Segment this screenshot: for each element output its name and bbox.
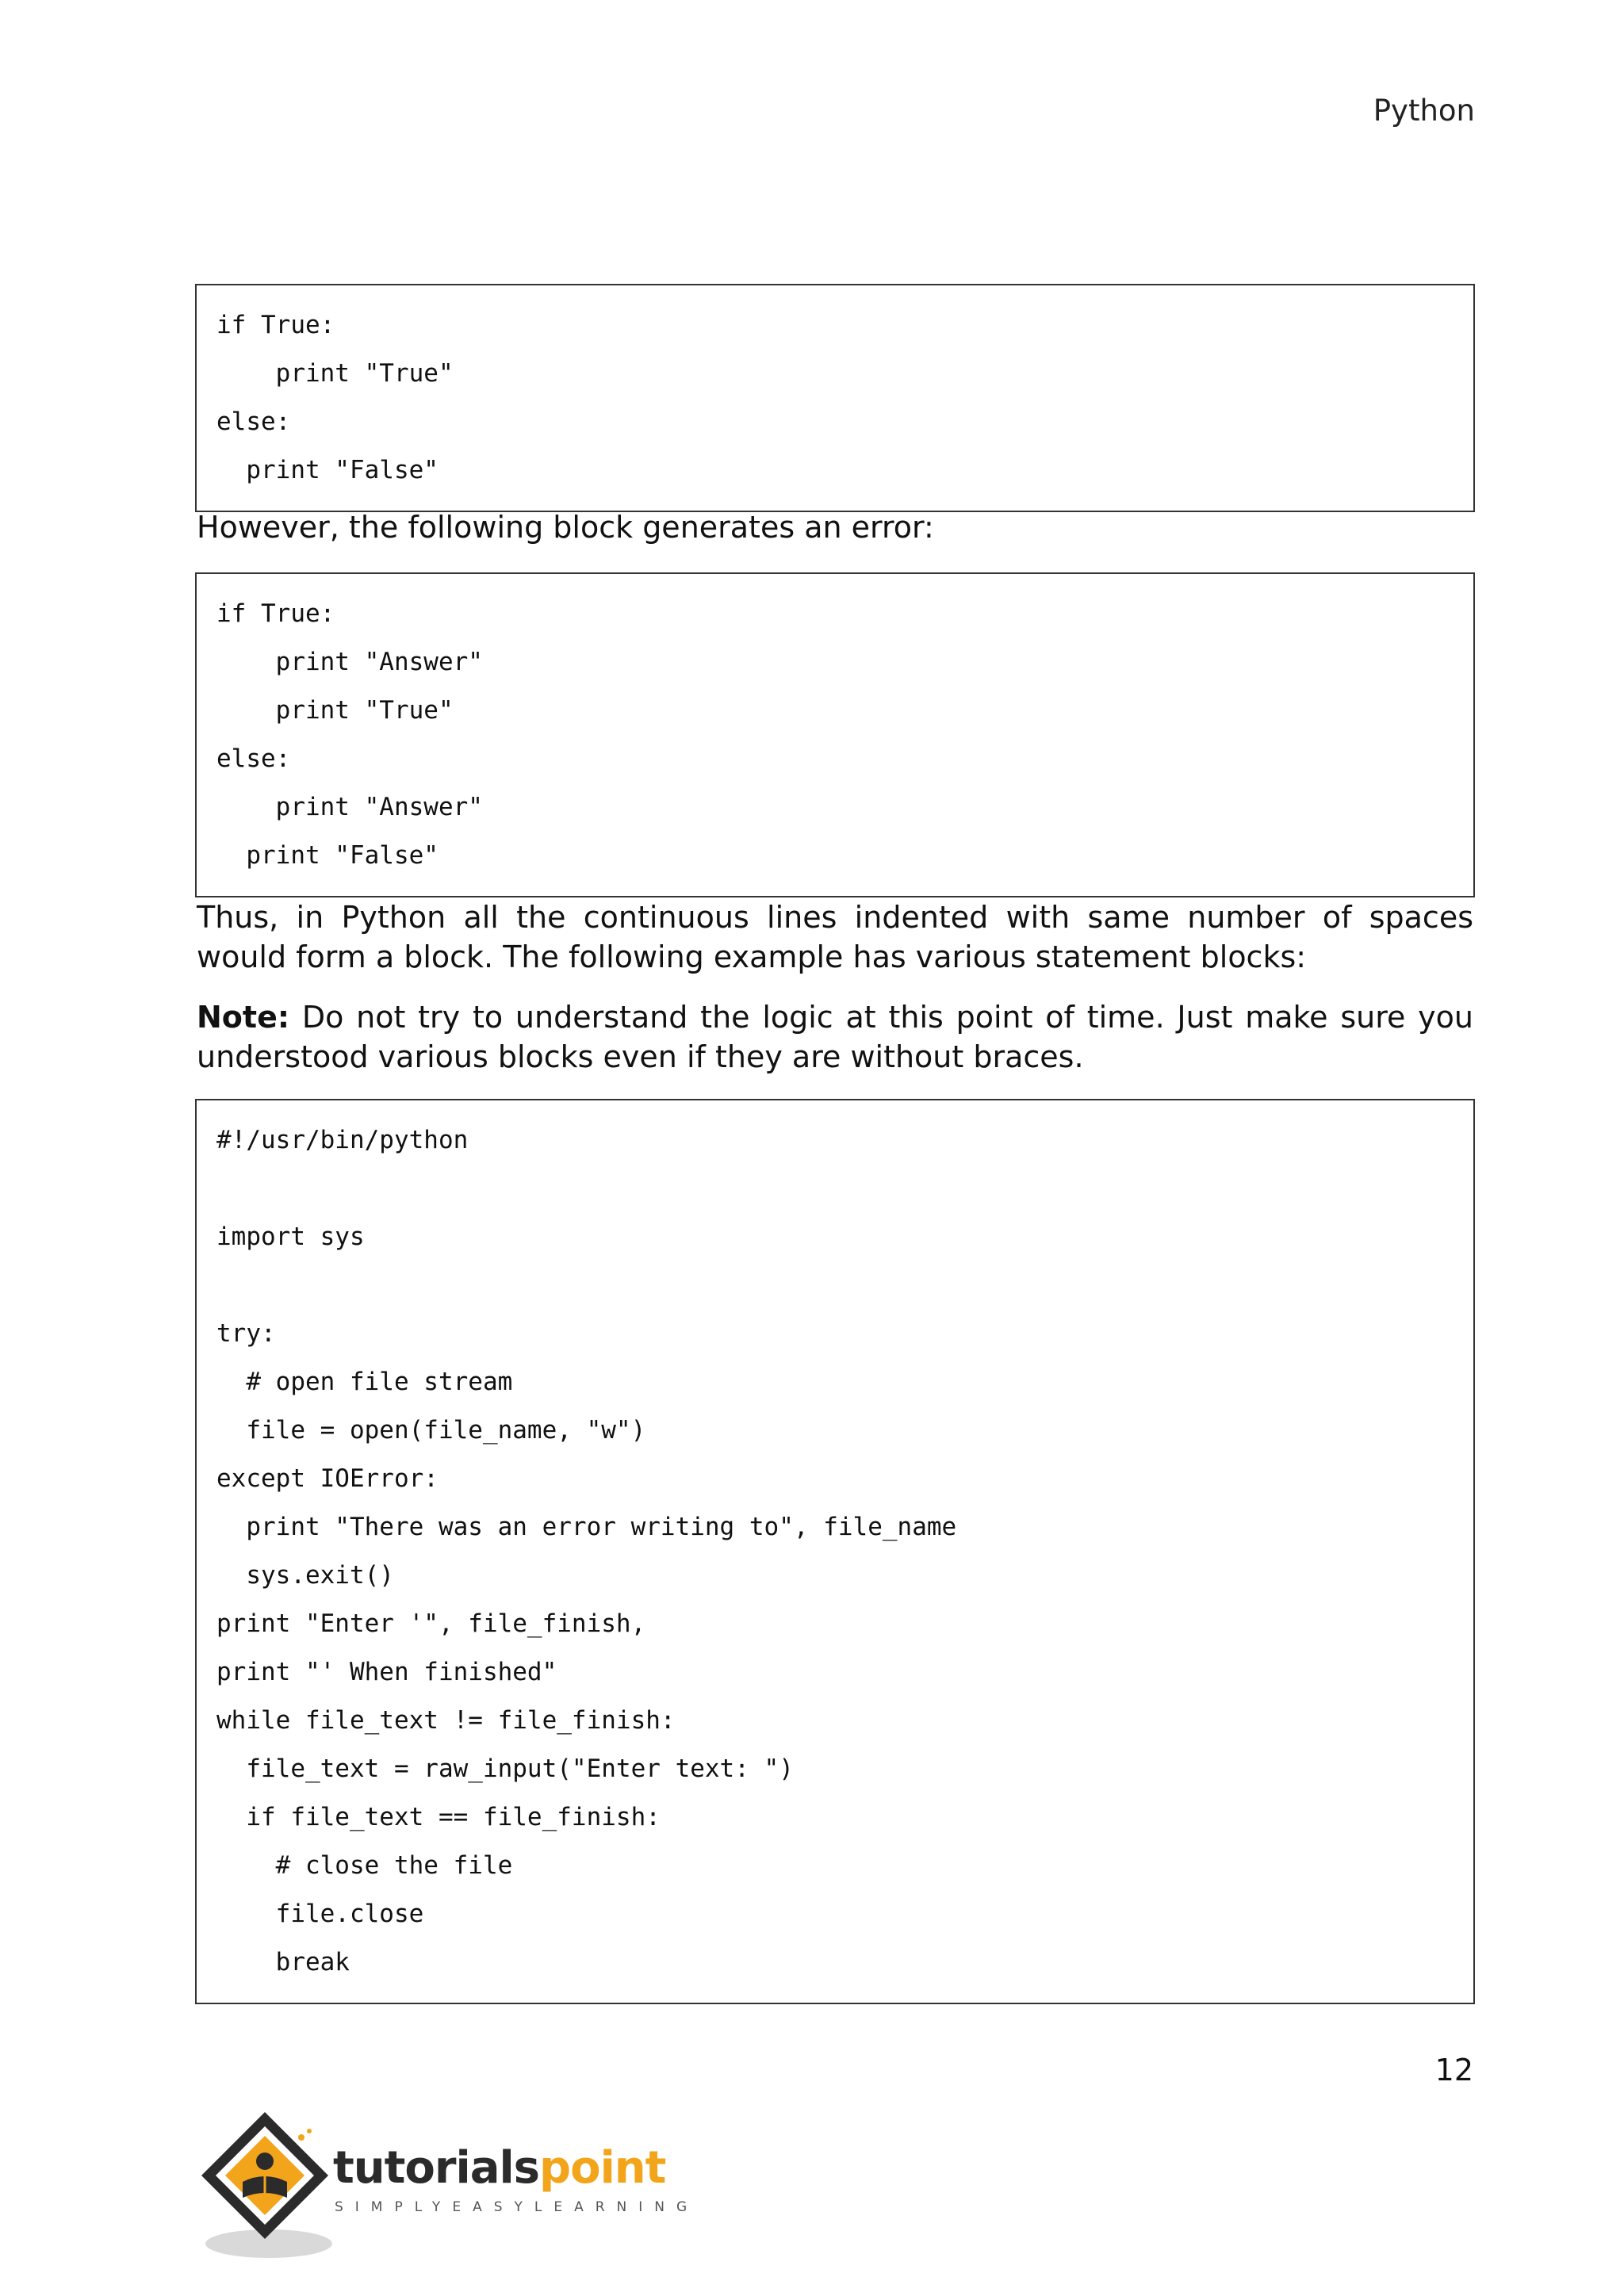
- paragraph-however: However, the following block generates an error:: [197, 510, 934, 545]
- code-line: import sys: [216, 1223, 365, 1251]
- paragraph-thus: Thus, in Python all the continuous lines indented with same number of spaces would form a block. The following example has various statement blocks:: [197, 900, 1473, 974]
- code-line: break: [216, 1948, 350, 1976]
- code-line: print "Answer": [216, 793, 483, 821]
- code-line: print "Answer": [216, 648, 483, 676]
- code-line: sys.exit(): [216, 1561, 394, 1590]
- code-line: file = open(file_name, "w"): [216, 1416, 646, 1445]
- code-line: # open file stream: [216, 1368, 513, 1396]
- code-line: if True:: [216, 311, 335, 339]
- running-header-title: Python: [1373, 94, 1475, 128]
- code-line: #!/usr/bin/python: [216, 1126, 469, 1154]
- code-line: else:: [216, 408, 291, 436]
- code-line: print "True": [216, 359, 454, 388]
- note-text: Do not try to understand the logic at this point of time. Just make sure you understood various blocks even if they are without braces.: [197, 1000, 1473, 1074]
- code-line: if True:: [216, 599, 335, 628]
- code-block-if-true: [195, 284, 1475, 512]
- logo-tagline: SIMPLYEASYLEARNING: [335, 2199, 699, 2215]
- code-line: print "False": [216, 456, 439, 484]
- code-line: while file_text != file_finish:: [216, 1706, 676, 1735]
- code-line: except IOError:: [216, 1464, 439, 1493]
- code-line: print "' When finished": [216, 1658, 557, 1686]
- code-line: print "False": [216, 841, 439, 870]
- code-line: [216, 1165, 1454, 1213]
- code-line: if file_text == file_finish:: [216, 1803, 661, 1831]
- tutorialspoint-logo: [193, 2109, 699, 2267]
- code-line: [216, 1261, 1454, 1310]
- code-line: print "Enter '", file_finish,: [216, 1609, 646, 1638]
- note-paragraph: [197, 997, 1473, 1077]
- code-block-file-example: [195, 1099, 1475, 2004]
- code-line: print "True": [216, 696, 454, 725]
- logo-word-tutorials: tutorials: [333, 2142, 540, 2194]
- note-label: Note:: [197, 1000, 290, 1035]
- code-line: # close the file: [216, 1851, 513, 1880]
- page-number: 12: [1434, 2053, 1473, 2087]
- code-line: file_text = raw_input("Enter text: "): [216, 1755, 794, 1783]
- code-line: print "There was an error writing to", file_name: [216, 1513, 957, 1541]
- code-block-error-example: [195, 572, 1475, 897]
- logo-wordmark: [333, 2142, 665, 2194]
- code-line: file.close: [216, 1900, 424, 1928]
- code-line: try:: [216, 1319, 276, 1348]
- logo-diamond-icon: [193, 2109, 336, 2267]
- code-line: else:: [216, 744, 291, 773]
- logo-word-point: point: [539, 2142, 666, 2194]
